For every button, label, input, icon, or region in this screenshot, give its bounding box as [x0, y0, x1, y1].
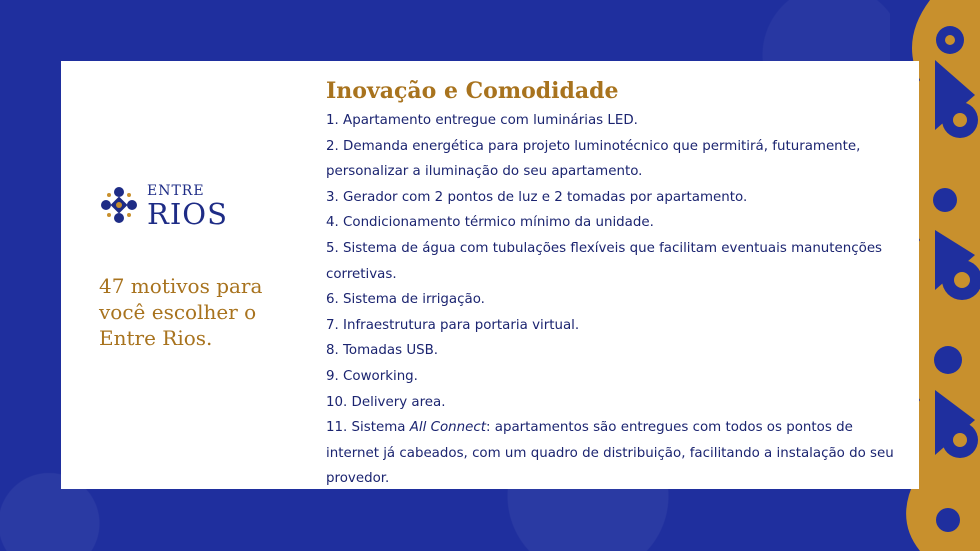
list-item: 6. Sistema de irrigação.: [326, 292, 485, 308]
list-item: 8. Tomadas USB.: [326, 343, 439, 359]
section-title: Inovação e Comodidade: [326, 78, 619, 104]
list-item: [326, 415, 906, 492]
entre-rios-logo: [99, 181, 259, 241]
item-emphasis: All Connect: [409, 420, 486, 436]
list-item: 10. Delivery area.: [326, 394, 446, 410]
list-item: 1. Apartamento entregue com luminárias LED.: [326, 113, 638, 128]
logo-text-entre: ENTRE: [147, 183, 205, 199]
logo-text-rios: RIOS: [147, 197, 228, 231]
feature-list: [326, 108, 906, 492]
list-item: 4. Condicionamento térmico mínimo da unidade.: [326, 215, 654, 231]
item-suffix: : apartamentos são entregues com todos os pontos de internet já cabeados, com um quadro de distribuição, facilitando a instalação do seu provedor.: [326, 420, 894, 487]
list-item: 7. Infraestrutura para portaria virtual.: [326, 317, 580, 333]
item-prefix: 11. Sistema: [326, 420, 410, 436]
list-item: 9. Coworking.: [326, 368, 418, 384]
tagline: 47 motivos para você escolher o Entre Rios.: [99, 274, 263, 350]
list-item: 2. Demanda energética para projeto luminotécnico que permitirá, futuramente, personalizar a iluminação do seu apartamento.: [326, 138, 861, 180]
list-item: 3. Gerador com 2 pontos de luz e 2 tomadas por apartamento.: [326, 189, 748, 205]
feature-list-section: [326, 77, 906, 492]
list-item: 5. Sistema de água com tubulações flexíveis que facilitam eventuais manutenções corretivas.: [326, 240, 883, 282]
logo-emblem-icon: [99, 185, 139, 225]
content-card: [61, 61, 919, 489]
